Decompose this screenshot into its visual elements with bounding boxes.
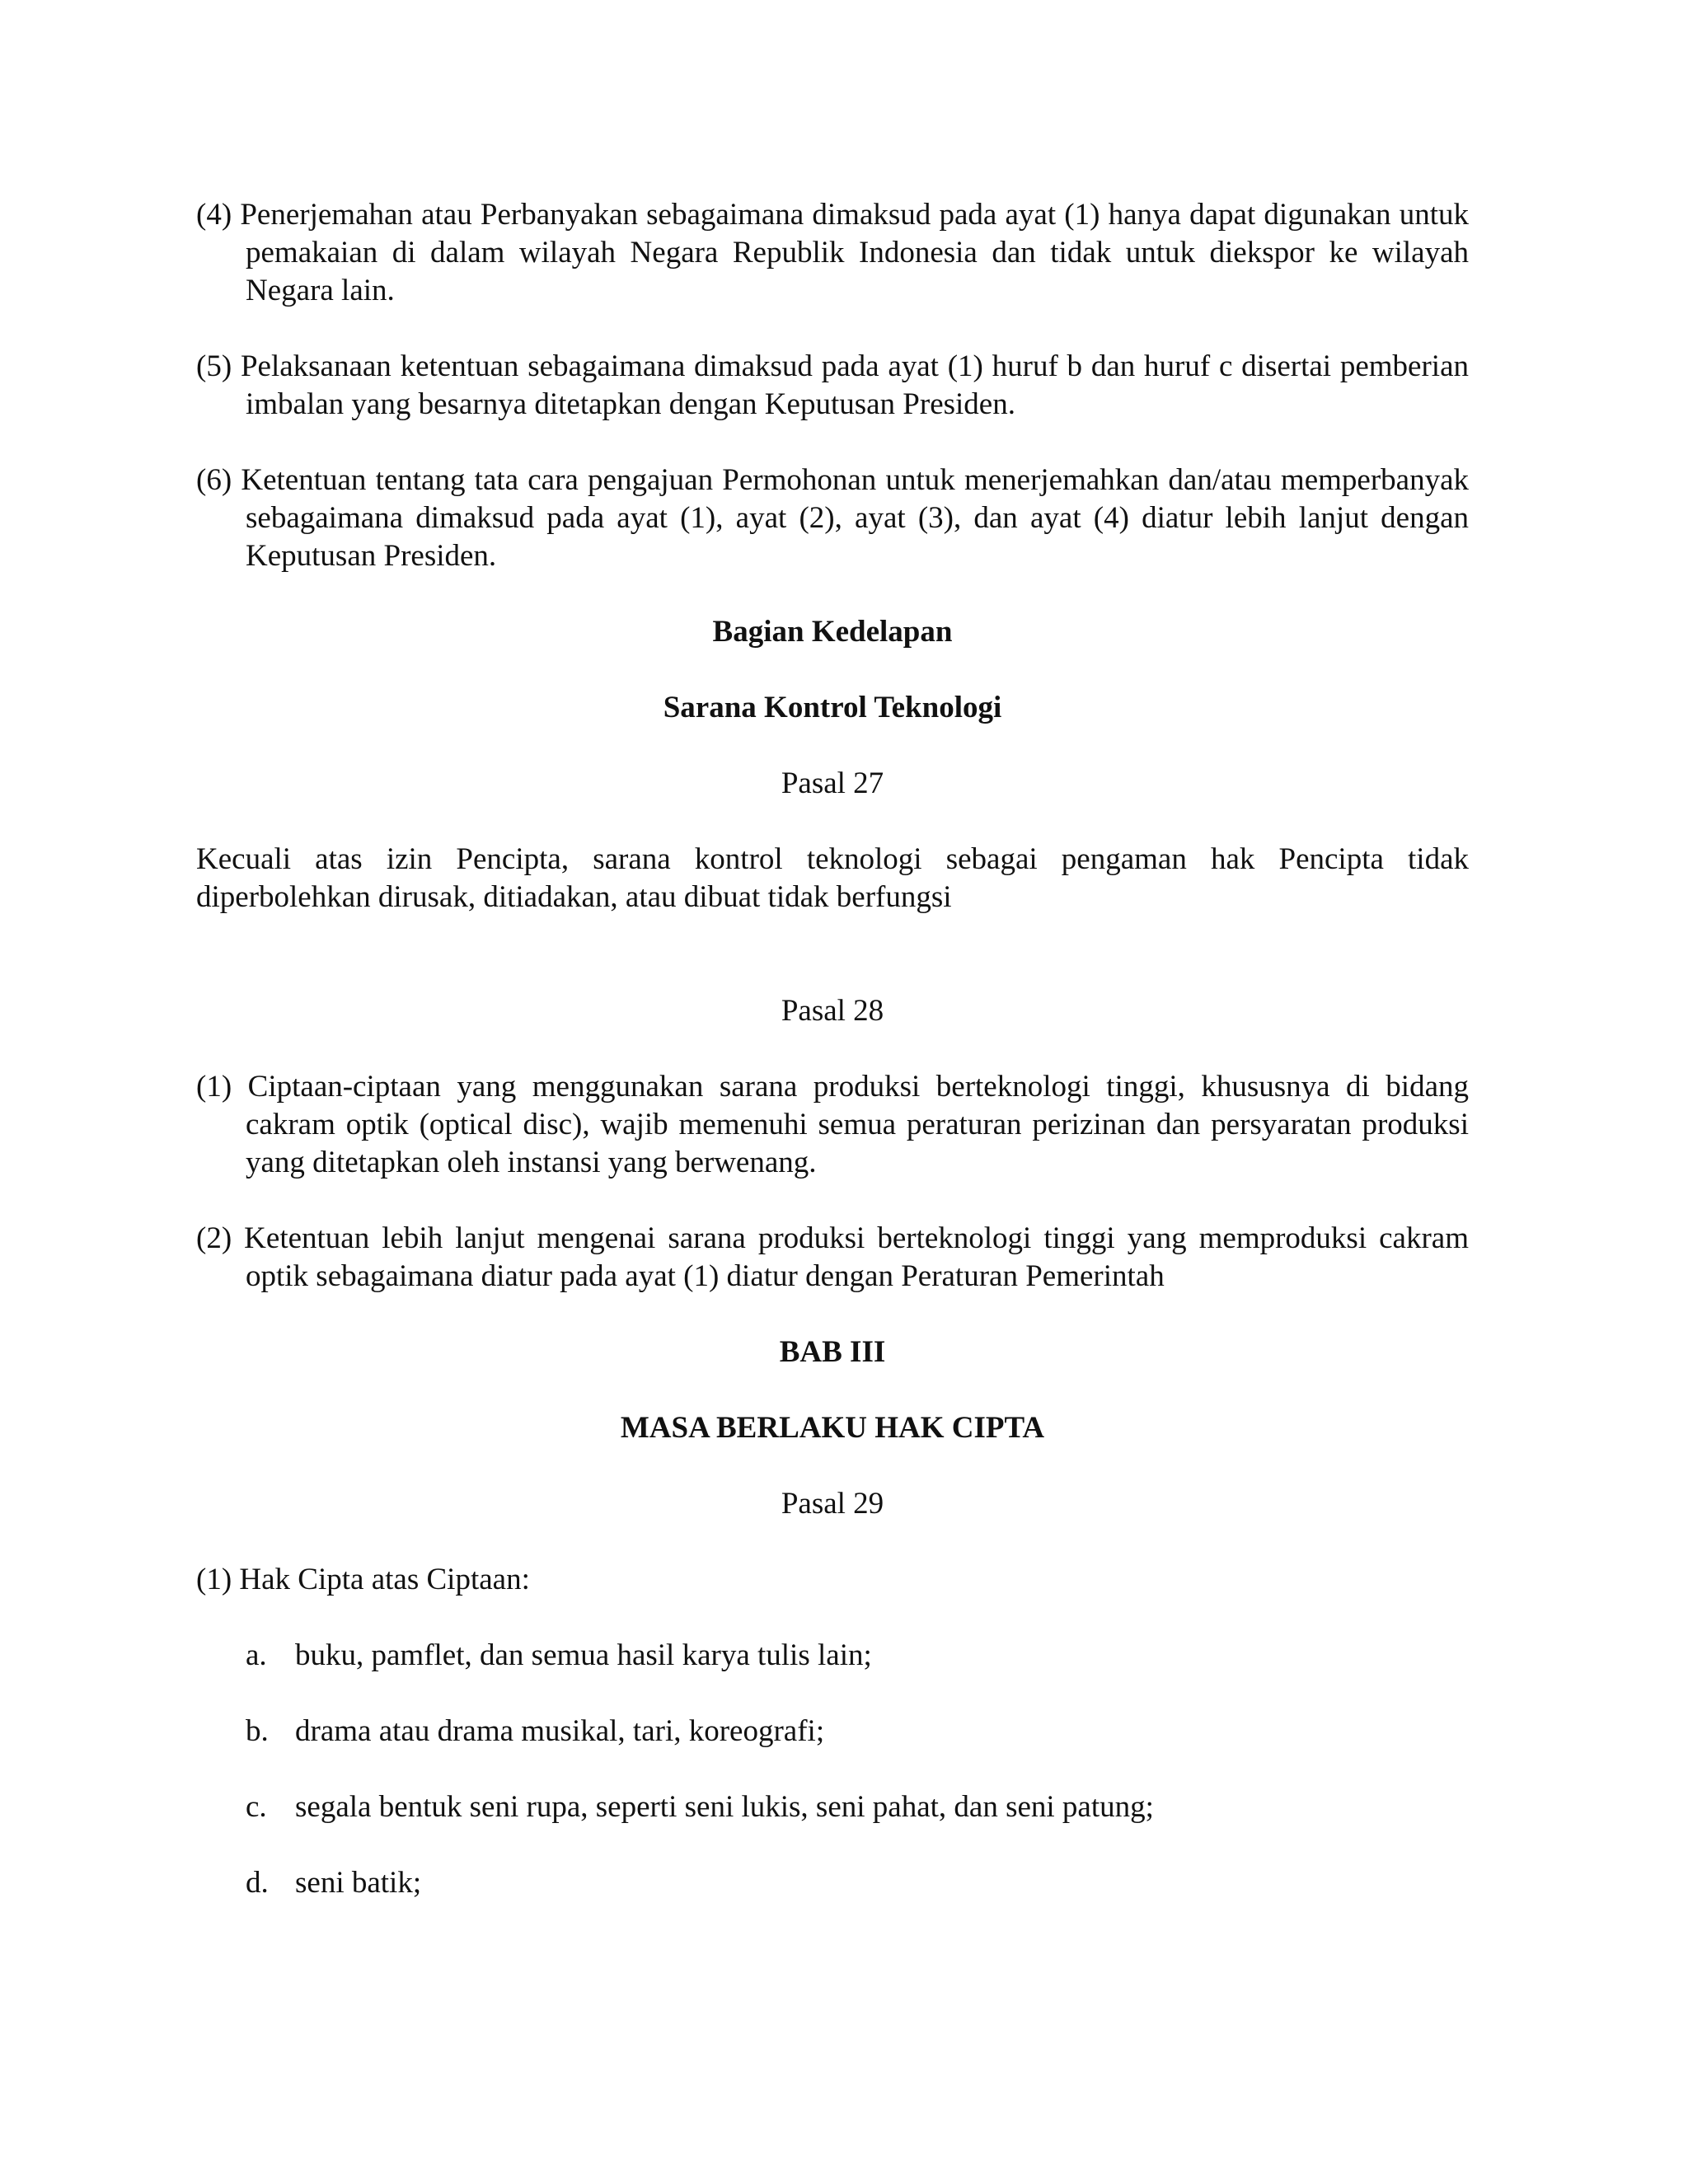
ayat-label: (2)	[196, 1221, 232, 1255]
list-marker: b.	[246, 1714, 269, 1748]
ayat-text: Pelaksanaan ketentuan sebagaimana dimaksud pada ayat (1) huruf b dan huruf c disertai pemberian imbalan yang besarnya ditetapkan dengan Keputusan Presiden.	[240, 349, 1469, 421]
section-title: Sarana Kontrol Teknologi	[663, 691, 1002, 724]
pasal-28-title: Pasal 28	[781, 994, 884, 1028]
list-item-text: drama atau drama musikal, tari, koreografi;	[295, 1714, 825, 1748]
list-item	[196, 1788, 1469, 1826]
list-item-text: buku, pamflet, dan semua hasil karya tulis lain;	[295, 1638, 872, 1672]
ayat-label: (6)	[196, 463, 232, 497]
chapter-number: BAB III	[779, 1335, 886, 1369]
ayat-label: (1)	[196, 1563, 232, 1596]
list-item	[196, 1864, 1469, 1902]
ayat-label: (4)	[196, 198, 232, 232]
ayat-text: Hak Cipta atas Ciptaan:	[239, 1563, 530, 1596]
pasal-27-text: Kecuali atas izin Pencipta, sarana kontrol teknologi sebagai pengaman hak Pencipta tidak diperbolehkan dirusak, ditiadakan, atau dibuat tidak berfungsi	[196, 842, 1469, 914]
pasal-28-ayat-1	[196, 1068, 1469, 1182]
list-item-text: seni batik;	[295, 1866, 422, 1900]
pasal-27-title: Pasal 27	[781, 766, 884, 800]
list-item	[196, 1637, 1469, 1675]
list-item	[196, 1713, 1469, 1750]
pasal-28-ayat-2	[196, 1220, 1469, 1296]
pasal-29-ayat-1	[196, 1561, 1469, 1599]
list-marker: a.	[246, 1638, 267, 1672]
ayat-text: Penerjemahan atau Perbanyakan sebagaimana dimaksud pada ayat (1) hanya dapat digunakan untuk pemakaian di dalam wilayah Negara Republik Indonesia dan tidak untuk diekspor ke wilayah Negara lain.	[240, 198, 1469, 307]
ayat-text: Ciptaan-ciptaan yang menggunakan sarana produksi berteknologi tinggi, khususnya di bidang cakram optik (optical disc), wajib memenuhi semua peraturan perizinan dan persyaratan produksi yang ditetapkan oleh instansi yang berwenang.	[246, 1070, 1470, 1179]
paragraph-ayat-4	[196, 196, 1469, 310]
ayat-label: (5)	[196, 349, 232, 383]
list-marker: d.	[246, 1866, 269, 1900]
ayat-text: Ketentuan lebih lanjut mengenai sarana produksi berteknologi tinggi yang memproduksi cakram optik sebagaimana diatur pada ayat (1) diatur dengan Peraturan Pemerintah	[244, 1221, 1469, 1293]
pasal-29-title: Pasal 29	[781, 1487, 884, 1521]
chapter-title: MASA BERLAKU HAK CIPTA	[620, 1411, 1045, 1445]
list-item-text: segala bentuk seni rupa, seperti seni lukis, seni pahat, dan seni patung;	[295, 1790, 1154, 1824]
ayat-label: (1)	[196, 1070, 232, 1104]
document-body	[196, 196, 1469, 1902]
list-marker: c.	[246, 1790, 267, 1824]
paragraph-ayat-5	[196, 348, 1469, 424]
section-heading: Bagian Kedelapan	[712, 615, 953, 649]
ayat-text: Ketentuan tentang tata cara pengajuan Permohonan untuk menerjemahkan dan/atau memperbanyak sebagaimana dimaksud pada ayat (1), ayat (2), ayat (3), dan ayat (4) diatur lebih lanjut dengan Keputusan Presiden.	[241, 463, 1469, 573]
paragraph-ayat-6	[196, 462, 1469, 575]
